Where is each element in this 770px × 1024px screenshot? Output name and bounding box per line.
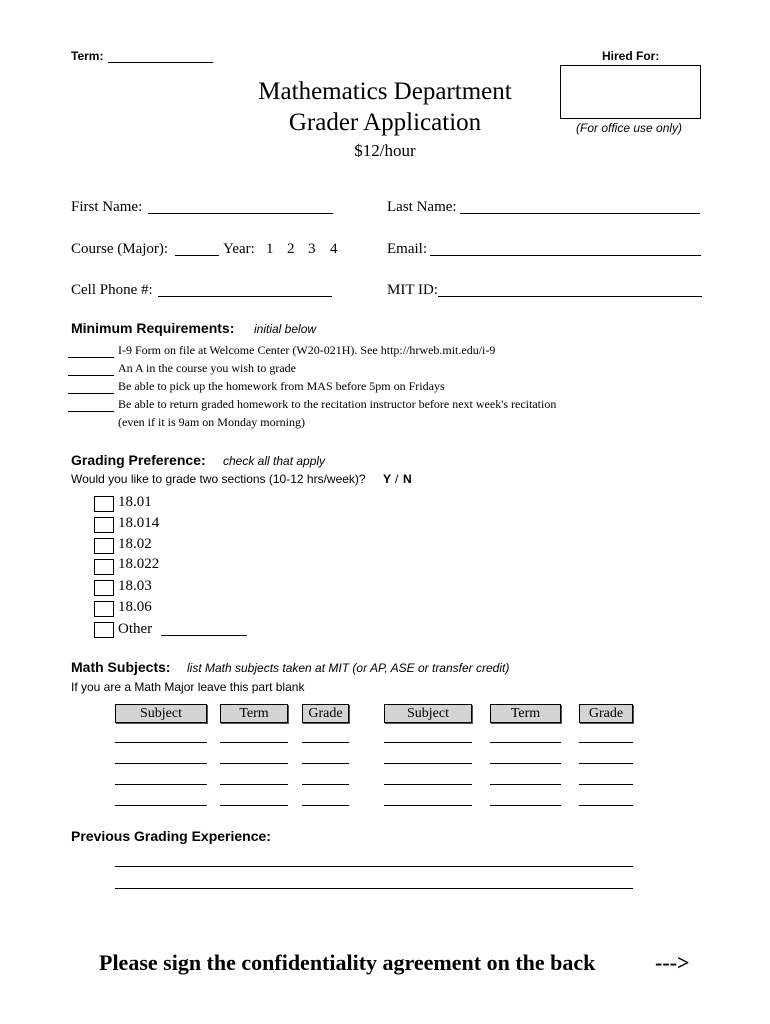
term-label: Term: — [71, 49, 104, 63]
grade-entry-line[interactable] — [579, 784, 633, 785]
checkbox-18-02[interactable] — [94, 538, 114, 554]
option-18-014-label: 18.014 — [118, 515, 160, 531]
subject-entry-line[interactable] — [115, 805, 207, 806]
experience-heading: Previous Grading Experience: — [71, 828, 271, 844]
requirement-4: Be able to return graded homework to the recitation instructor before next week's recitation — [118, 397, 557, 411]
mit-id-field[interactable] — [438, 296, 702, 297]
subject-entry-line[interactable] — [115, 742, 207, 743]
grade-entry-line[interactable] — [302, 763, 349, 764]
column-grade-left: Grade — [302, 704, 349, 723]
subjects-note: list Math subjects taken at MIT (or AP, ASE or transfer credit) — [187, 661, 510, 675]
first-name-label: First Name: — [71, 199, 143, 215]
grade-entry-line[interactable] — [579, 763, 633, 764]
cell-phone-label: Cell Phone #: — [71, 282, 153, 298]
requirement-4-continuation: (even if it is 9am on Monday morning) — [118, 415, 305, 429]
checkbox-18-06[interactable] — [94, 601, 114, 617]
column-term-left: Term — [220, 704, 288, 723]
subject-entry-line[interactable] — [384, 763, 472, 764]
answer-yes[interactable]: Y — [383, 472, 392, 486]
term-entry-line[interactable] — [490, 805, 561, 806]
last-name-label: Last Name: — [387, 199, 457, 215]
term-entry-line[interactable] — [220, 763, 288, 764]
course-major-label: Course (Major): — [71, 241, 169, 257]
term-entry-line[interactable] — [220, 784, 288, 785]
option-18-06-label: 18.06 — [118, 599, 152, 615]
year-option-2[interactable]: 2 — [287, 241, 295, 257]
checkbox-18-022[interactable] — [94, 559, 114, 575]
requirements-heading: Minimum Requirements: — [71, 320, 235, 336]
grade-entry-line[interactable] — [579, 742, 633, 743]
initial-field-4[interactable] — [68, 411, 114, 412]
experience-line-2[interactable] — [115, 888, 633, 889]
subject-entry-line[interactable] — [115, 763, 207, 764]
option-18-01-label: 18.01 — [118, 494, 152, 510]
year-option-1[interactable]: 1 — [266, 241, 274, 257]
two-sections-question: Would you like to grade two sections (10-12 hrs/week)? — [71, 472, 366, 486]
checkbox-other[interactable] — [94, 622, 114, 638]
subject-entry-line[interactable] — [384, 742, 472, 743]
other-field[interactable] — [161, 635, 247, 636]
email-field[interactable] — [430, 255, 701, 256]
initial-field-2[interactable] — [68, 375, 114, 376]
option-18-022-label: 18.022 — [118, 556, 160, 572]
initial-field-3[interactable] — [68, 393, 114, 394]
column-grade-right: Grade — [579, 704, 633, 723]
pay-rate: $12/hour — [354, 141, 416, 160]
column-term-right: Term — [490, 704, 561, 723]
year-option-3[interactable]: 3 — [308, 241, 316, 257]
year-option-4[interactable]: 4 — [330, 241, 338, 257]
term-entry-line[interactable] — [490, 763, 561, 764]
checkbox-18-014[interactable] — [94, 517, 114, 533]
term-field[interactable] — [108, 62, 213, 63]
office-use-note: (For office use only) — [576, 121, 683, 135]
arrow-indicator: ---> — [655, 950, 690, 975]
grading-heading: Grading Preference: — [71, 452, 206, 468]
requirement-1: I-9 Form on file at Welcome Center (W20-021H). See http://hrweb.mit.edu/i-9 — [118, 343, 496, 357]
first-name-field[interactable] — [148, 213, 333, 214]
year-label: Year: — [223, 241, 255, 257]
subjects-heading: Math Subjects: — [71, 659, 171, 675]
grade-entry-line[interactable] — [302, 805, 349, 806]
term-entry-line[interactable] — [490, 784, 561, 785]
subject-entry-line[interactable] — [384, 784, 472, 785]
option-18-02-label: 18.02 — [118, 536, 152, 552]
confidentiality-notice: Please sign the confidentiality agreement on the back — [99, 950, 596, 975]
experience-line-1[interactable] — [115, 866, 633, 867]
last-name-field[interactable] — [460, 213, 700, 214]
term-entry-line[interactable] — [220, 805, 288, 806]
column-subject-left: Subject — [115, 704, 207, 723]
option-18-03-label: 18.03 — [118, 578, 152, 594]
title-line2: Grader Application — [288, 109, 482, 136]
column-subject-right: Subject — [384, 704, 472, 723]
option-other-label: Other — [118, 621, 153, 637]
mit-id-label: MIT ID: — [387, 282, 438, 298]
subject-entry-line[interactable] — [384, 805, 472, 806]
initial-field-1[interactable] — [68, 357, 114, 358]
course-major-field[interactable] — [175, 255, 219, 256]
grade-entry-line[interactable] — [579, 805, 633, 806]
grading-note: check all that apply — [223, 454, 326, 468]
requirements-note: initial below — [254, 322, 317, 336]
grade-entry-line[interactable] — [302, 784, 349, 785]
subject-entry-line[interactable] — [115, 784, 207, 785]
email-label: Email: — [387, 241, 427, 257]
term-entry-line[interactable] — [220, 742, 288, 743]
term-entry-line[interactable] — [490, 742, 561, 743]
answer-no[interactable]: N — [403, 472, 412, 486]
hired-for-label: Hired For: — [602, 49, 660, 63]
grade-entry-line[interactable] — [302, 742, 349, 743]
checkbox-18-01[interactable] — [94, 496, 114, 512]
cell-phone-field[interactable] — [158, 296, 332, 297]
title-line1: Mathematics Department — [258, 78, 512, 105]
requirement-3: Be able to pick up the homework from MAS before 5pm on Fridays — [118, 379, 445, 393]
requirement-2: An A in the course you wish to grade — [118, 361, 296, 375]
subjects-subnote: If you are a Math Major leave this part blank — [71, 680, 305, 694]
checkbox-18-03[interactable] — [94, 580, 114, 596]
answer-separator: / — [395, 472, 399, 486]
